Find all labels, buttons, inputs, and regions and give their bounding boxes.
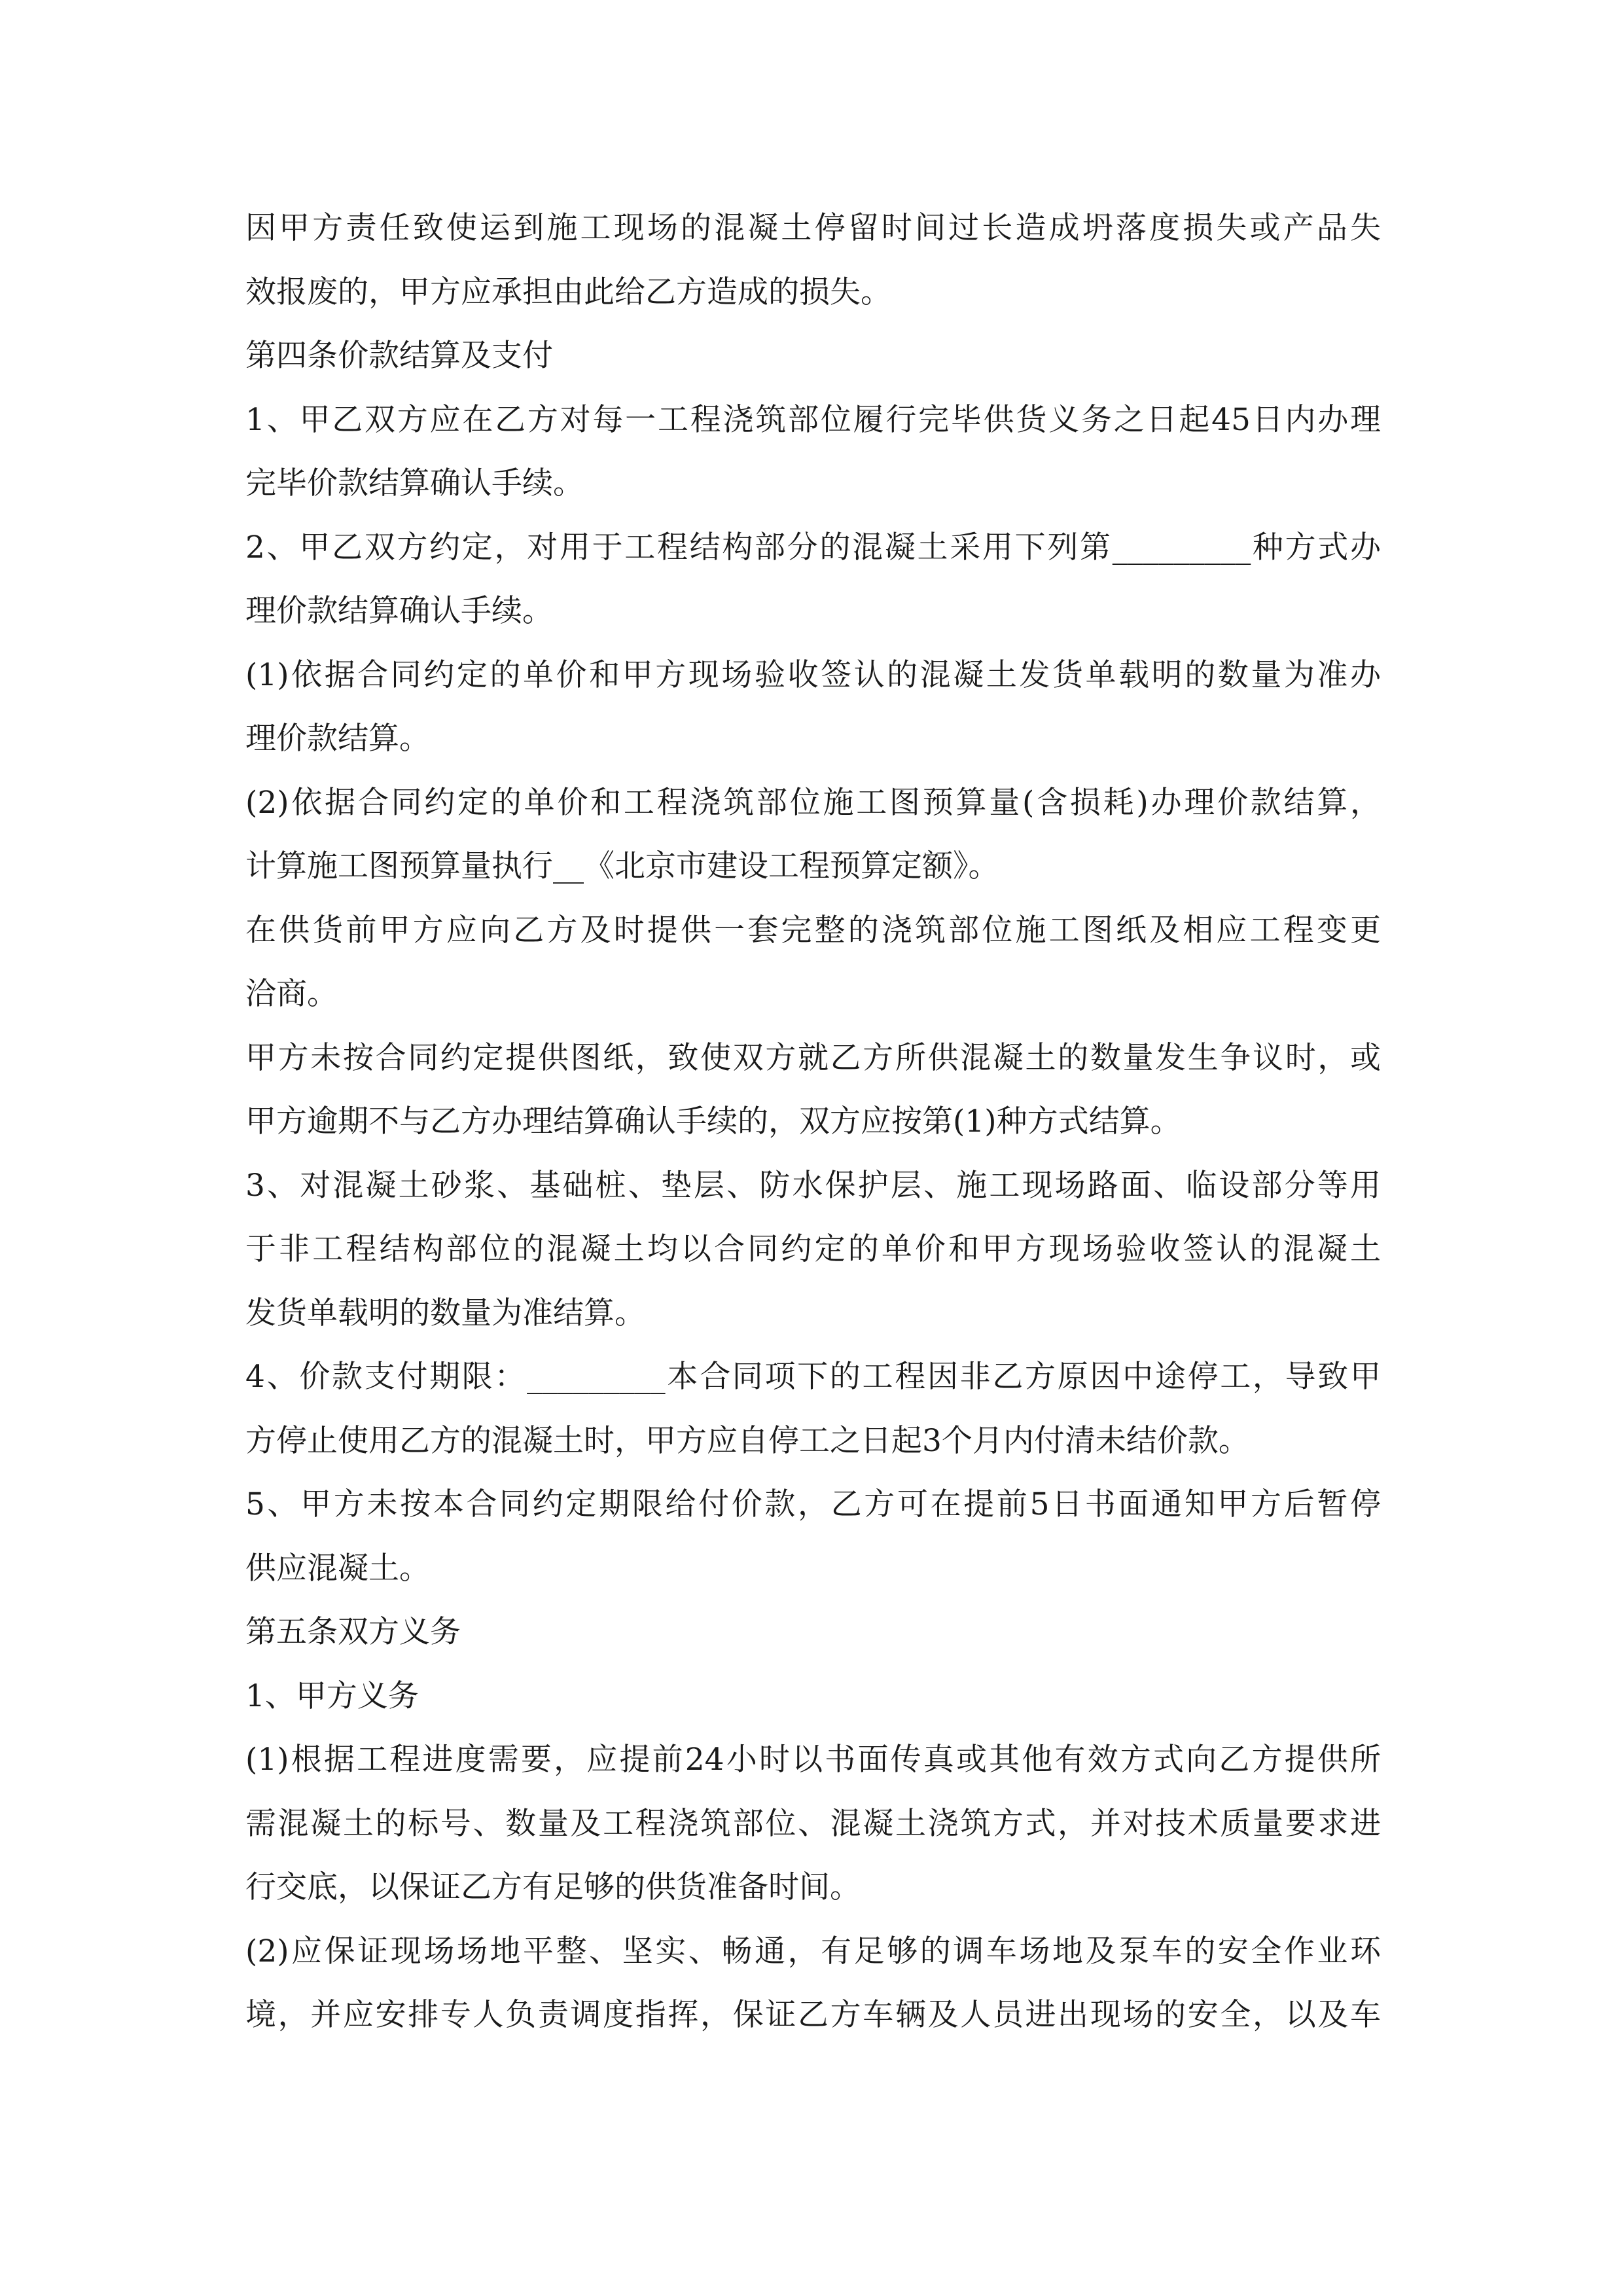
text-line: 行交底，以保证乙方有足够的供货准备时间。 [245,1869,861,1905]
text-line: (1)根据工程进度需要，应提前24小时以书面传真或其他有效方式向乙方提供所 [245,1742,1381,1778]
text-line: 1、甲乙双方应在乙方对每一工程浇筑部位履行完毕供货义务之日起45日内办理 [245,401,1381,438]
text-line: 于非工程结构部位的混凝土均以合同约定的单价和甲方现场验收签认的混凝土 [245,1231,1381,1267]
text-line: 需混凝土的标号、数量及工程浇筑部位、混凝土浇筑方式，并对技术质量要求进 [245,1805,1381,1842]
text-line: 理价款结算。 [245,721,430,757]
text-line: 甲方未按合同约定提供图纸，致使双方就乙方所供混凝土的数量发生争议时，或 [245,1039,1381,1076]
text-line: 5、甲方未按本合同约定期限给付价款，乙方可在提前5日书面通知甲方后暂停 [245,1486,1381,1522]
text-line: 境，并应安排专人负责调度指挥，保证乙方车辆及人员进出现场的安全，以及车 [245,1997,1381,2033]
text-line: (1)依据合同约定的单价和甲方现场验收签认的混凝土发货单载明的数量为准办 [245,656,1381,693]
text-line: 方停止使用乙方的混凝土时，甲方应自停工之日起3个月内付清未结价款。 [245,1422,1249,1459]
text-line: 2、甲乙双方约定，对用于工程结构部分的混凝土采用下列第_________种方式办 [245,529,1381,565]
text-line: 效报废的，甲方应承担由此给乙方造成的损失。 [245,274,891,310]
section-heading: 第四条价款结算及支付 [245,338,553,374]
text-line: (2)应保证现场场地平整、坚实、畅通，有足够的调车场地及泵车的安全作业环 [245,1933,1381,1969]
text-line: 洽商。 [245,976,338,1012]
text-line: 甲方逾期不与乙方办理结算确认手续的，双方应按第(1)种方式结算。 [245,1103,1181,1139]
text-line: 理价款结算确认手续。 [245,593,553,629]
text-line: 在供货前甲方应向乙方及时提供一套完整的浇筑部位施工图纸及相应工程变更 [245,912,1381,948]
section-heading: 第五条双方义务 [245,1614,461,1650]
text-line: 计算施工图预算量执行__《北京市建设工程预算定额》。 [245,848,999,884]
text-line: 3、对混凝土砂浆、基础桩、垫层、防水保护层、施工现场路面、临设部分等用 [245,1167,1381,1204]
text-line: 因甲方责任致使运到施工现场的混凝土停留时间过长造成坍落度损失或产品失 [245,210,1381,246]
text-line: (2)依据合同约定的单价和工程浇筑部位施工图预算量(含损耗)办理价款结算， [245,784,1381,821]
text-line: 1、甲方义务 [245,1677,419,1714]
text-line: 完毕价款结算确认手续。 [245,465,584,501]
text-line: 供应混凝土。 [245,1550,430,1587]
text-line: 发货单载明的数量为准结算。 [245,1295,645,1331]
text-line: 4、价款支付期限：_________本合同项下的工程因非乙方原因中途停工，导致甲 [245,1359,1381,1395]
contract-body [245,196,1381,2047]
